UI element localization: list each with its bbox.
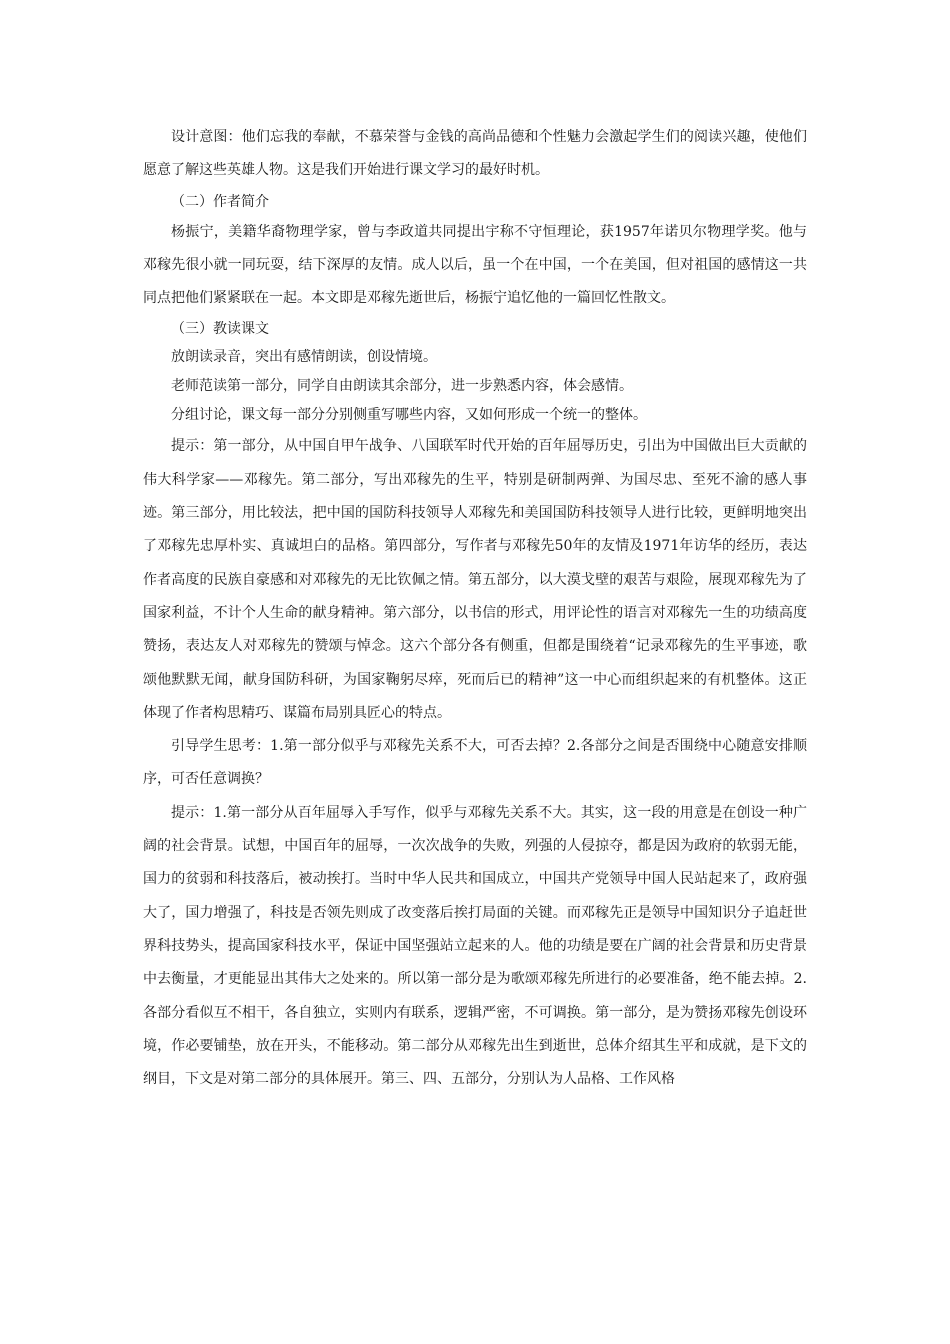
guide-question-paragraph: 引导学生思考：1.第一部分似乎与邓稼先关系不大，可否去掉？2.各部分之间是否围绕中心随意安排顺序，可否任意调换？ [143, 738, 807, 788]
author-intro-paragraph: 杨振宁，美籍华裔物理学家，曾与李政道共同提出宇称不守恒理论，获1957年诺贝尔物理学奖。他与邓稼先很小就一同玩耍，结下深厚的友情。成人以后，虽一个在中国，一个在美国，但对祖国的感情这一共同点把他们紧紧联在一起。本文即是邓稼先逝世后，杨振宁追忆他的一篇回忆性散文。 [143, 223, 807, 307]
section-heading-author-intro: （二）作者简介 [171, 193, 269, 210]
reading-step-1: 放朗读录音，突出有感情朗读，创设情境。 [171, 349, 437, 366]
reading-step-3: 分组讨论，课文每一部分分别侧重写哪些内容，又如何形成一个统一的整体。 [171, 407, 647, 424]
section-heading-reading: （三）教读课文 [171, 321, 269, 338]
design-intent-paragraph: 设计意图：他们忘我的奉献，不慕荣誉与金钱的高尚品德和个性魅力会激起学生们的阅读兴趣，使他们愿意了解这些英雄人物。这是我们开始进行课文学习的最好时机。 [143, 129, 807, 179]
reading-step-2: 老师范读第一部分，同学自由朗读其余部分，进一步熟悉内容，体会感情。 [171, 378, 633, 395]
hint-paragraph-1: 提示：第一部分，从中国自甲午战争、八国联军时代开始的百年屈辱历史，引出为中国做出巨大贡献的伟大科学家——邓稼先。第二部分，写出邓稼先的生平，特别是研制两弹、为国尽忠、至死不渝的感人事迹。第三部分，用比较法，把中国的国防科技领导人邓稼先和美国国防科技领导人进行比较，更鲜明地突出了邓稼先忠厚朴实、真诚坦白的品格。第四部分，写作者与邓稼先50年的友情及1971年访华的经历，表达作者高度的民族自豪感和对邓稼先的无比钦佩之情。第五部分，以大漠戈壁的艰苦与艰险，展现邓稼先为了国家利益，不计个人生命的献身精神。第六部分，以书信的形式，用评论性的语言对邓稼先一生的功绩高度赞扬，表达友人对邓稼先的赞颂与悼念。这六个部分各有侧重，但都是围绕着“记录邓稼先的生平事迹，歌颂他默默无闻，献身国防科研，为国家鞠躬尽瘁，死而后已的精神”这一中心而组织起来的有机整体。这正体现了作者构思精巧、谋篇布局别具匠心的特点。 [143, 438, 807, 721]
document-body [143, 121, 807, 1096]
hint-paragraph-2: 提示：1.第一部分从百年屈辱入手写作，似乎与邓稼先关系不大。其实，这一段的用意是在创设一种广阔的社会背景。试想，中国百年的屈辱，一次次战争的失败，列强的人侵掠夺，都是因为政府的软弱无能，国力的贫弱和科技落后，被动挨打。当时中华人民共和国成立，中国共产党领导中国人民站起来了，政府强大了，国力增强了，科技是否领先则成了改变落后挨打局面的关键。而邓稼先正是领导中国知识分子追赶世界科技势头，提高国家科技水平，保证中国坚强站立起来的人。他的功绩是要在广阔的社会背景和历史背景中去衡量，才更能显出其伟大之处来的。所以第一部分是为歌颂邓稼先所进行的必要准备，绝不能去掉。2.各部分看似互不相干，各自独立，实则内有联系，逻辑严密，不可调换。第一部分，是为赞扬邓稼先创设环境，作必要铺垫，放在开头，不能移动。第二部分从邓稼先出生到逝世，总体介绍其生平和成就，是下文的纲目，下文是对第二部分的具体展开。第三、四、五部分，分别认为人品格、工作风格 [143, 804, 807, 1088]
